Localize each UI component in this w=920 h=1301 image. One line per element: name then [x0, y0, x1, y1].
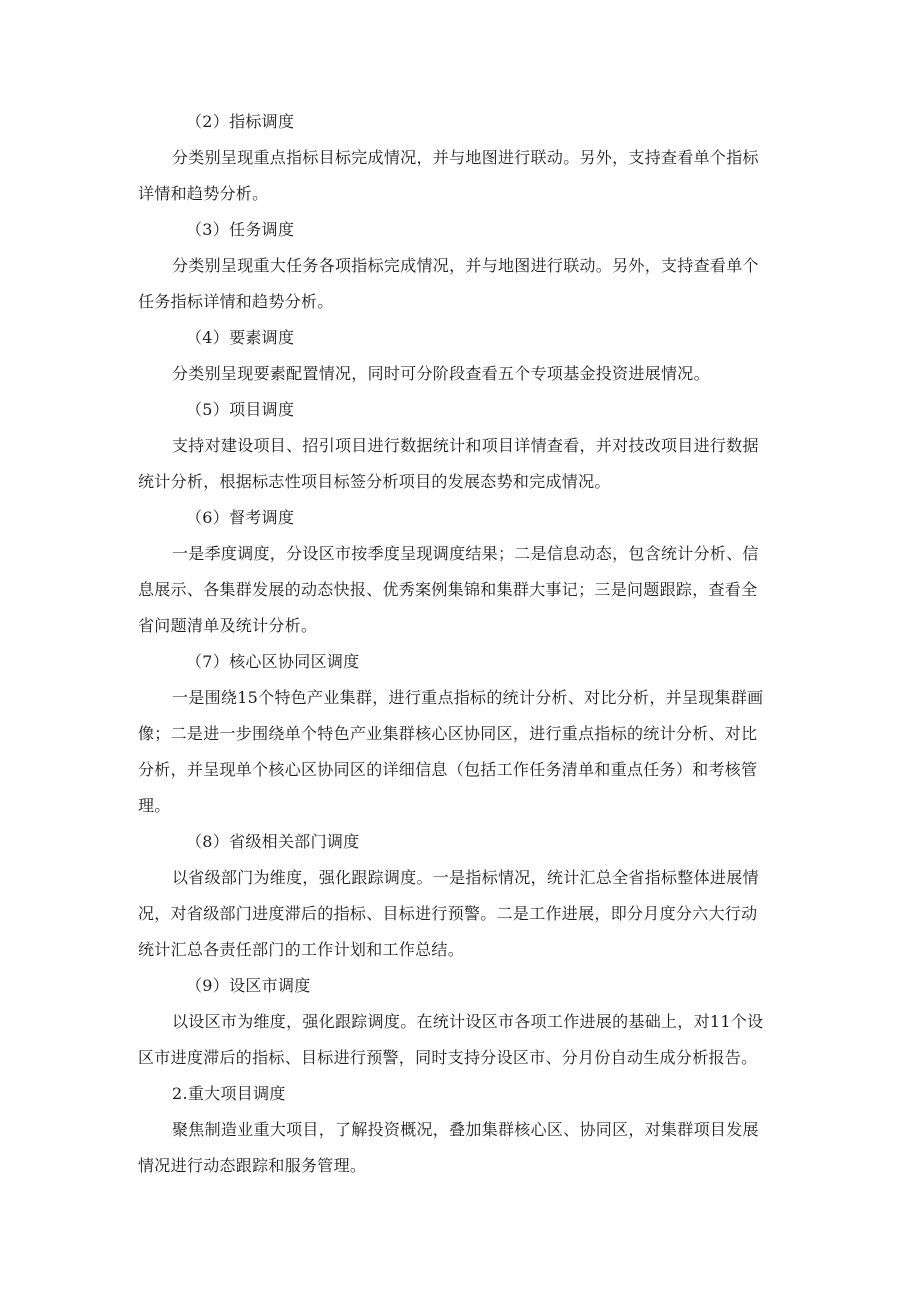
section-heading: （7）核心区协同区调度	[186, 652, 360, 671]
paragraph-line: 像；二是进一步围绕单个特色产业集群核心区协同区，进行重点指标的统计分析、对比	[138, 724, 758, 743]
section-heading: （8）省级相关部门调度	[186, 832, 360, 851]
paragraph-line: 区市进度滞后的指标、目标进行预警，同时支持分设区市、分月份自动生成分析报告。	[138, 1048, 758, 1067]
paragraph-line: 分析，并呈现单个核心区协同区的详细信息（包括工作任务清单和重点任务）和考核管	[138, 760, 758, 779]
section-paragraph	[138, 1112, 782, 1184]
section-element-scheduling	[172, 320, 782, 392]
section-supervision-scheduling	[138, 500, 782, 644]
section-core-zone-scheduling	[138, 644, 782, 824]
paragraph-line: 息展示、各集群发展的动态快报、优秀案例集锦和集群大事记；三是问题跟踪，查看全	[138, 580, 758, 599]
section-provincial-department-scheduling	[138, 824, 782, 968]
paragraph-line: 聚焦制造业重大项目，了解投资概况，叠加集群核心区、协同区，对集群项目发展	[172, 1120, 759, 1139]
section-paragraph	[138, 428, 782, 500]
paragraph-line: 以省级部门为维度，强化跟踪调度。一是指标情况，统计汇总全省指标整体进展情	[172, 868, 759, 887]
section-heading: （3）任务调度	[186, 220, 295, 239]
paragraph-line: 省问题清单及统计分析。	[138, 616, 318, 635]
section-city-scheduling	[138, 968, 782, 1076]
paragraph-line: 以设区市为维度，强化跟踪调度。在统计设区市各项工作进展的基础上，对11个设	[172, 1012, 764, 1031]
paragraph-line: 详情和趋势分析。	[138, 184, 269, 203]
section-task-scheduling	[138, 212, 782, 320]
section-project-scheduling	[138, 392, 782, 500]
section-paragraph	[138, 1004, 782, 1076]
paragraph-line: 支持对建设项目、招引项目进行数据统计和项目详情查看，并对技改项目进行数据	[172, 436, 759, 455]
paragraph-line: 任务指标详情和趋势分析。	[138, 292, 334, 311]
section-heading: （5）项目调度	[186, 400, 295, 419]
section-paragraph	[138, 536, 782, 644]
section-paragraph	[138, 860, 782, 968]
section-heading: （9）设区市调度	[186, 976, 311, 995]
section-paragraph	[138, 248, 782, 320]
paragraph-line: 一是季度调度，分设区市按季度呈现调度结果；二是信息动态，包含统计分析、信	[172, 544, 759, 563]
paragraph-line: 情况进行动态跟踪和服务管理。	[138, 1156, 367, 1175]
section-heading: （4）要素调度	[186, 328, 295, 347]
paragraph-line: 分类别呈现重大任务各项指标完成情况，并与地图进行联动。另外，支持查看单个	[172, 256, 759, 275]
section-paragraph	[138, 680, 782, 824]
section-heading: 2.重大项目调度	[172, 1084, 286, 1103]
paragraph-line: 况，对省级部门进度滞后的指标、目标进行预警。二是工作进展，即分月度分六大行动	[138, 904, 758, 923]
section-heading: （6）督考调度	[186, 508, 295, 527]
paragraph-line: 分类别呈现重点指标目标完成情况，并与地图进行联动。另外，支持查看单个指标	[172, 148, 759, 167]
section-indicator-scheduling	[138, 104, 782, 212]
section-paragraph	[138, 140, 782, 212]
section-heading: （2）指标调度	[186, 112, 295, 131]
paragraph-line: 一是围绕15个特色产业集群，进行重点指标的统计分析、对比分析，并呈现集群画	[172, 688, 764, 707]
section-paragraph	[172, 356, 782, 392]
paragraph-line: 统计汇总各责任部门的工作计划和工作总结。	[138, 940, 465, 959]
section-major-project-scheduling	[138, 1076, 782, 1184]
paragraph-line: 理。	[138, 796, 171, 815]
paragraph-line: 分类别呈现要素配置情况，同时可分阶段查看五个专项基金投资进展情况。	[172, 364, 710, 383]
paragraph-line: 统计分析，根据标志性项目标签分析项目的发展态势和完成情况。	[138, 472, 611, 491]
